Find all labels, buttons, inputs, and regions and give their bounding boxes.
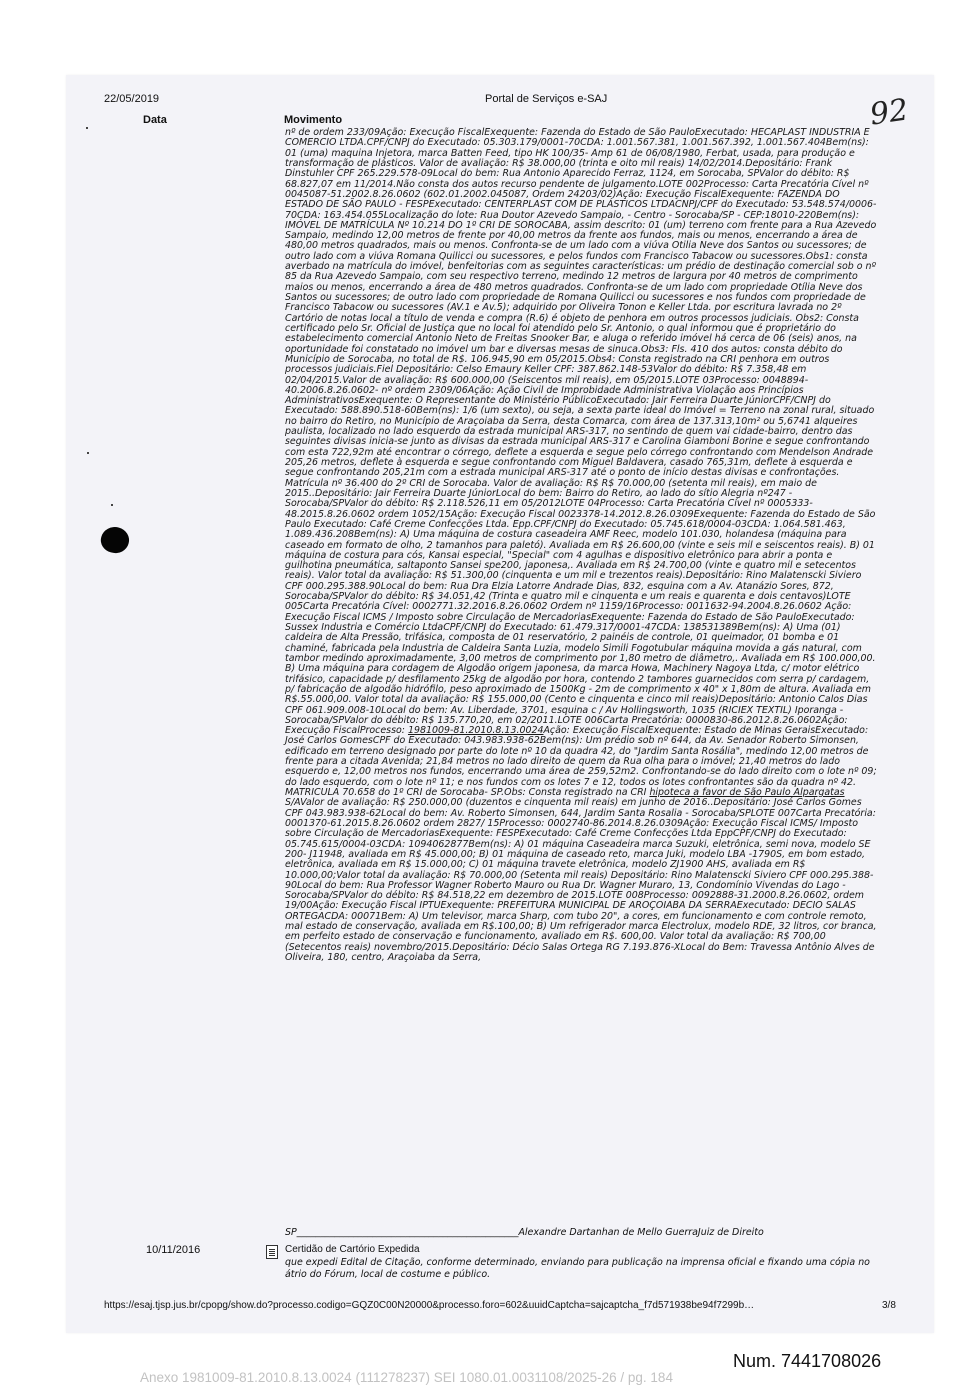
entry-text: que expedi Edital de Citação, conforme determinado, enviando para publicação na imprensa oficial e fixando uma cópia no átrio do Fórum, local de costume e público. <box>285 1257 870 1280</box>
scan-speck <box>86 127 88 129</box>
footer-page-number: 3/8 <box>882 1300 896 1311</box>
handwritten-page-number: 92 <box>867 92 911 133</box>
movement-text-part-1: nº de ordem 233/09Ação: Execução FiscalExequente: Fazenda do Estado de São PauloExecutado: HECAPLAST INDUSTRIA E COMERCIO LTDA.CPF/CNPJ do Executado: 05.303.179/0001-70CDA: 1.001.567.381, 1.001.567.392, 1.001.567.404Bem(ns): 01 (uma) maquina Injetora, marca Batten Feed, tipo HK 100/35- Amp 61 de 06/08/1980, Ferbat, usada, para produção e transformação de plásticos. Valor de avaliação: R$ 38.000,00 (trinta e oito mil reais) 14/02/2014.Depositário: Frank Dinstuhler CPF 265.229.578-09Local do bem: Rua Antonio Aparecido Ferraz, 1124, em Sorocaba, SPValor do débito: R$ 68.827,07 em 11/2014.Não consta dos autos recurso pendente de julgamento.LOTE 002Processo: Carta Precatória Cível nº 0045087-51.2002.8.26.0602 (602.01.2002.045087, Ordem 24203/02)Ação: Execução FiscalExequente: FAZENDA DO ESTADO DE SÃO PAULO - FESPExecutado: CENTERPLAST COM DE PLÁSTICOS LTDACNPJ/CPF do Executado: 53.548.574/0006-70CDA: 163.454.055Localização do lote: Rua Doutor Azevedo Sampaio, - Centro - Sorocaba/SP - CEP:18010-220Bem(ns): IMÓVEL DE MATRÍCULA Nº 10.214 DO 1º CRI DE SOROCABA, assim descrito: 01 (um) terreno com frente para a Rua Azevedo Sampaio, medindo 12,00 metros de frente por 40,00 metros da frente aos fundos, mais ou menos, encerrando a área de 480,00 metros quadrados, mais ou menos. Confronta-se de um lado com a viúva Otilia Neve dos Santos ou sucessores; de outro lado com a viúva Romana Quilicci ou sucessores, e pelos fundos com Francisco Tabacow ou sucessores.Obs1: consta averbado na matrícula do imóvel, benfeitorias com as seguintes características: um prédio de destinação comercial sob o nº 85 da Rua Azevedo Sampaio, com seu respectivo terreno, medindo 12 metros de largura por 40 metros de comprimento maios ou menos, encerrando a área de 480 metros quadrados. Confronta-se de um lado com propriedade Otília Neve dos Santos ou sucessores; de outro lado com propriedade de Romana Quilicci ou sucessores e nos fundos com propriedade de Francisco Tabacow ou sucessores (AV.1 e Av.5); adquirido por Oliveira Tonon e Keller Ltda. por escritura lavrada no 2º Cartório de notas local a título de venda e compra (R.6) é objeto de penhora em outros processos judiciais. Obs2: Consta certificado pelo Sr. Oficial de Justiça que no local foi atendido pelo Sr. Antonio, o qual informou que é proprietário do estabelecimento comercial Antonio Neto de Freitas Snooker Bar, e aluga o referido imóvel há cerca de 06 (seis) anos, na oportunidade foi constatado no imóvel um bar e diversas mesas de sinuca.Obs3: Fls. 410 dos autos: consta débito do Município de Sorocaba, no total de R$. 106.945,90 em 05/2015.Obs4: Consta registrado na CRI penhora em outros processos judiciais.Fiel Depositário: Celso Emaury Keller CPF: 387.862.148-53Valor do débito: R$ 7.358,48 em 02/04/2015.Valor de avaliação: R$ 600.000,00 (Seiscentos mil reais), em 05/2015.LOTE 03Processo: 0048894-40.2006.8.26.0602- nº ordem 2309/06Ação: Ação Civil de Improbidade Administrativa Violação aos Princípios AdministrativosExequente: O Representante do Ministério PúblicoExecutado: Jair Ferreira Duarte JúniorCPF/CNPJ do Executado: 588.890.518-60Bem(ns): 1/6 (um sexto), ou seja, a sexta parte ideal do Imóvel = Terreno na zonal rural, situado no bairro do Retiro, no Município de Araçoiaba da Serra, desta Comarca, com área de 137.313,10m² ou 5,6741 alqueires paulista, localizado no lado esquerdo da estrada municipal ARS-317, no sentindo de quem vai cidade-bairro, dentro das seguintes divisas inicia-se junto as divisas da estrada municipal ARS-317 e Carolina Giamboni Borine e segue confrontando com esta 722,92m até encontrar o córrego, deflete a esquerda e segue pelo córrego confrontando com Mendelson Andrade 205,26 metros, deflete à esquerda e segue confrontando com Miguel Baldavera, casado 765,31m, deflete à esquerda e segue confrontando 205,21m com a estrada municipal ARS-317 até o ponto de início destas divisas e confrontações. Matrícula nº 36.400 do 2º CRI de Sorocaba. Valor de avaliação: R$ R$ 70.000,00 (setenta mil reais), em maio de 2015..Depositário: Jair Ferreira Duarte JúniorLocal do bem: Bairro do Retiro, ao lado do sítio Alegria nº247 - Sorocaba/SPValor do débito: R$ 2.118.526,11 em 05/2012LOTE 04Processo: Carta Precatória Cível nº 0005333-48.2015.8.26.0602 ordem 1052/15Ação: Execução Fiscal 0023378-14.2012.8.26.0309Exequente: Fazenda do Estado de São Paulo Executado: Café Creme Confecções Ltda. Epp.CPF/CNPJ do Executado: 05.745.618/0004-03CDA: 1.064.581.463, 1.089.436.208Bem(ns): A) Uma máquina de costura caseadeira AMF Reec, modelo 101.030, holandesa (máquina para caseado em formato de olho, 2 tamanhos para paletó). Avaliada em R$ 26.600,00 (vinte e seis mil e seiscentos reais). B) 01 máquina de costura para cós, Kansai especial, "Special" com 4 agulhas e dispositivo eletrônico para abrir a ponta e guilhotina pneumática, saltaponto Sansei spe200, japonesa,. Avaliada em R$ 24.700,00 (vinte e quatro mil e setecentos reais). Valor total da avaliação: R$ 51.300,00 (cinquenta e um mil e trezentos reais).Depositário: Rino Malatenscki Siviero CPF 000.295.388.90Local do bem: Rua Dra Elzia Latorre Andrade Dias, 832, esquina com a Av. Atanázio Sores, 872, Sorocaba/SPValor do débito: R$ 34.051,42 (Trinta e quatro mil e cinquenta e um reais e quarenta e dois centavos)LOTE 005Carta Precatória Cível: 0002771.32.2016.8.26.0602 Ordem nº 1159/16Processo: 0011632-94.2004.8.26.0602 Ação: Execução Fiscal ICMS / Imposto sobre Circulação de MercadoriasExequente: Fazenda do Estado de São PauloExecutado: Sussex Industria e Comércio LtdaCPF/CNPJ do Executado: 61.479.317/0001-47CDA: 138531389Bem(ns): A) Uma (01) caldeira de Alta Pressão, trifásica, composta de 01 reservatório, 2 painéis de controle, 01 queimador, 01 bomba e 01 chaminé, fabricada pela Industria de Caldeira Santa Luzia, modelo Simili Fogotubular máquina movida a gás natural, com tambor medindo aproximadamente, 3,00 metros de comprimento por 1,80 metro de diâmetro,. Avaliada em R$ 100.000,00. B) Uma máquina para cordagem de Algodão origem japonesa, da marca Howa, Machinery Nagoya Ltda, c/ motor elétrico trifásico, capacidade p/ desfilamento 25kg de algodão por hora, contendo 2 tambores guarnecidos com serra p/ cardagem, p/ fabricação de algodão hidrófilo, peso aproximado de 1500Kg - 2m de comprimento x 40" x 1,80m de altura. Avaliada em R$.55.000,00. Valor total da avaliação: R$ 155.000,00 (Cento e cinquenta e cinco mil reais)Depositário: Antonio Calos Dias CPF 061.909.008-10Local do bem: Av. Liberdade, 3701, esquina c / Av Hollingsworth, 1035 (RICIEX TEXTIL) Iporanga - Sorocaba/SPValor do débito: R$ 135.770,20, em 02/2011.LOTE 006Carta Precatória: 0000830-86.2012.8.26.0602Ação: Execução FiscalProcesso: <box>285 127 877 737</box>
column-header-data: Data <box>143 114 167 126</box>
movement-underlined-process: 1981009-81.2010.8.13.0024 <box>407 725 544 737</box>
column-header-movimento: Movimento <box>284 114 343 126</box>
document-number-stamp: Num. 7441708026 <box>733 1351 882 1371</box>
annex-watermark: Anexo 1981009-81.2010.8.13.0024 (111278237) SEI 1080.01.0031108/2025-26 / pg. 184 <box>140 1370 673 1385</box>
entry-title: Certidão de Cartório Expedida <box>285 1244 420 1255</box>
footer-url: https://esaj.tjsp.jus.br/cpopg/show.do?processo.codigo=GQZ0C00N20000&processo.foro=602&uuidCaptcha=sajcaptcha_f7d571938be94f7299b… <box>104 1300 755 1311</box>
scan-speck <box>87 452 89 454</box>
document-icon[interactable] <box>266 1245 278 1259</box>
movement-text <box>285 128 877 963</box>
movement-underlined-hipoteca: hipoteca a favor de São Paulo Alpargatas <box>649 787 845 798</box>
signature-line: SP_______________________________________________Alexandre Dartanhan de Mello GuerraJuiz de Direito <box>285 1227 764 1238</box>
header-date: 22/05/2019 <box>104 93 160 105</box>
movement-text-part-2: Ação: Execução FiscalExequente: Estado de Minas GeraisExecutado: José Carlos GomesCPF do Executado: 043.983.938-62Bem(ns): Um prédio sob nº 644, da Av. Senador Roberto Simonsen, edificado em terreno designado por parte do lote nº 10 da quadra 42, do "Jardim Santa Rosália", medindo 12,00 metros de frente para a citada Avenida; 21,84 metros no lado direito de quem da Rua olha para o imóvel; 21,40 metros do lado esquerdo e, 12,00 metros nos fundos, encerrando uma área de 259,52m2. Confrontando-se do lado direito com o lote nº 09; do lado esquerdo, com o lote nº 11; e nos fundos com os lotes 7 e 12, todos os lotes confrontantes são da quadra nº 42. MATRICULA 70.658 do 1º CRI de Sorocaba- SP.Obs: Consta registrado na CRI <box>285 725 877 798</box>
scan-speck <box>111 504 113 506</box>
movement-text-part-3: S/AValor de avaliação: R$ 250.000,00 (duzentos e cinquenta mil reais) em junho de 2016..Depositário: José Carlos Gomes CPF 043.983.938-62Local do bem: Av. Roberto Simonsen, 644, Jardim Santa Rosalia - Sorocaba/SPLOTE 007Carta Precatória: 0001370-61.2015.8.26.0602 ordem 2827/ 15Processo: 0002740-86.2014.8.26.0309Ação: Execução Fiscal ICMS/ Imposto sobre Circulação de MercadoriasExequente: FESPExecutado: Café Creme Confecções Ltda EppCPF/CNPJ do Executado: 05.745.615/0004-03CDA: 1094062877Bem(ns): A) 01 máquina Caseadeira marca Suzuki, eletrônica, semi nova, modelo SE 200- J11948, avaliada em R$ 45.000,00; B) 01 máquina de caseado reto, marca Juki, modelo LBA -1790S, em bom estado, eletrônica, avaliada em R$ 15.000,00; C) 01 máquina travete eletrônica, modelo ZJ1900 AHS, avaliada em R$ 10.000,00;Valor total da avaliação: R$ 70.000,00 (Setenta mil reais) Depositário: Rino Malatenscki Siviero CPF 000.295.388-90Local do bem: Rua Professor Wagner Roberto Mauro ou Rua Dr. Wagner Muraro, 13, Condomínio Vivendas do Lago - Sorocaba/SPValor do débito: R$ 84.518,22 em dezembro de 2015.LOTE 008Processo: 0092888-31.2000.8.26.0602, ordem 19/00Ação: Execução Fiscal IPTUExequente: PREFEITURA MUNICIPAL DE AROÇOIABA DA SERRAExecutado: DECIO SALAS ORTEGACDA: 00071Bem: A) Um televisor, marca Sharp, com tubo 20", a cores, em funcionamento e com controle remoto, mal estado de conservação, avaliada em R$.100,00; B) Um refrigerador marca Electrolux, modelo RDE, 32 litros, cor branca, em perfeito estado de conservação e funcionamento, avaliado em R$. 600,00. Valor total da avaliação: R$ 700,00 (Setecentos reais) novembro/2015.Depositário: Décio Salas Ortega RG 7.193.876-XLocal do Bem: Travessa Antônio Alves de Oliveira, 180, centro, Araçoiaba da Serra, <box>285 797 877 963</box>
header-title: Portal de Serviços e-SAJ <box>485 93 608 105</box>
entry-date: 10/11/2016 <box>146 1244 201 1256</box>
